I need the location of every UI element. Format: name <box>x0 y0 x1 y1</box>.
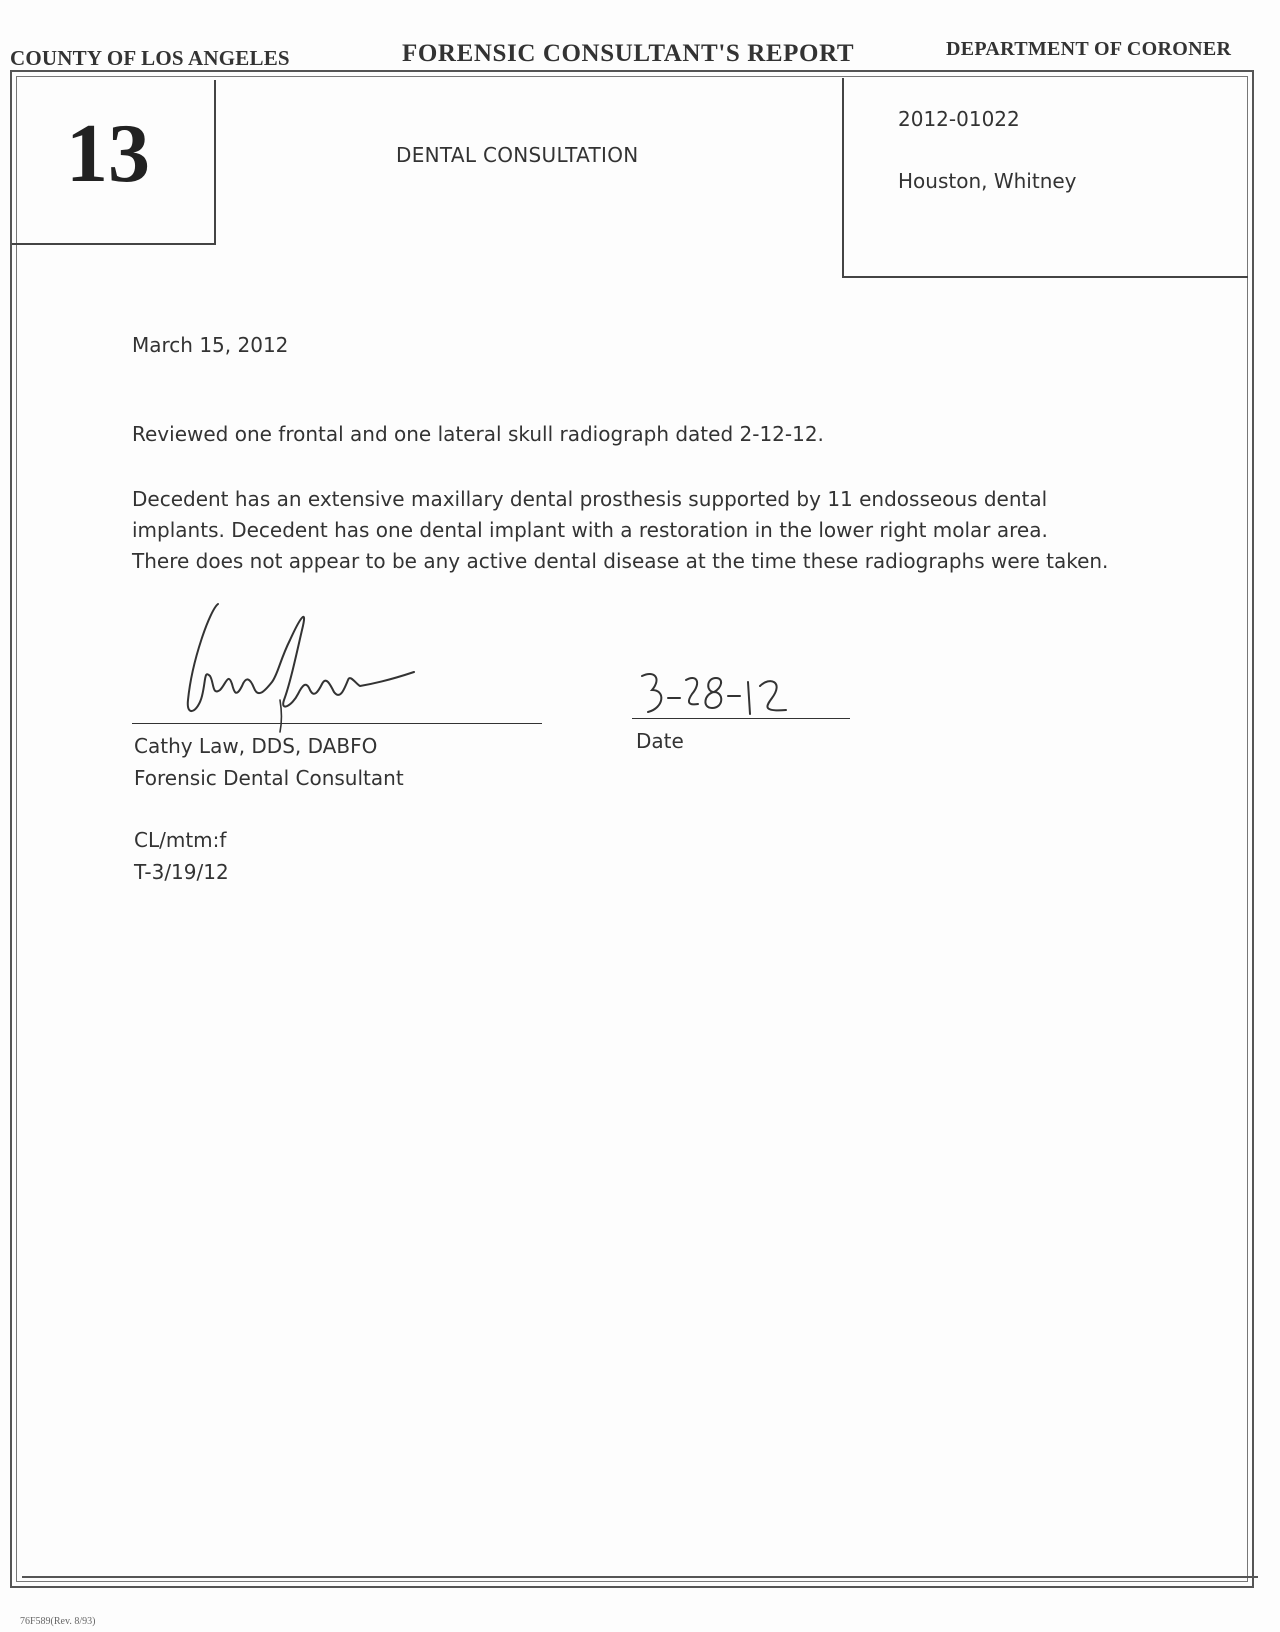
typed-date: T-3/19/12 <box>134 860 229 884</box>
findings-paragraph-2 <box>132 484 1108 577</box>
frame-bottom-rule <box>22 1576 1258 1578</box>
report-title: FORENSIC CONSULTANT'S REPORT <box>402 40 855 67</box>
consultant-title: Forensic Dental Consultant <box>134 766 404 790</box>
findings-line: implants. Decedent has one dental implant with a restoration in the lower right molar area. <box>132 518 1048 542</box>
county-heading: COUNTY OF LOS ANGELES <box>10 46 290 70</box>
exhibit-number: 13 <box>66 107 150 200</box>
report-date: March 15, 2012 <box>132 333 289 357</box>
consultation-title: DENTAL CONSULTATION <box>396 143 639 167</box>
reference-initials: CL/mtm:f <box>134 828 227 852</box>
form-code: 76F589(Rev. 8/93) <box>20 1616 96 1627</box>
findings-paragraph-1: Reviewed one frontal and one lateral skull radiograph dated 2-12-12. <box>132 422 824 446</box>
date-label: Date <box>636 729 684 753</box>
findings-line: Decedent has an extensive maxillary dental prosthesis supported by 11 endosseous dental <box>132 487 1048 511</box>
signature-line <box>132 723 542 724</box>
department-heading: DEPARTMENT OF CORONER <box>946 38 1232 60</box>
consultant-name: Cathy Law, DDS, DABFO <box>134 734 378 758</box>
handwritten-signature <box>180 600 480 740</box>
date-signature-line <box>632 718 850 719</box>
case-number: 2012-01022 <box>898 107 1020 131</box>
decedent-name: Houston, Whitney <box>898 169 1077 193</box>
findings-line: There does not appear to be any active dental disease at the time these radiographs were taken. <box>132 549 1109 573</box>
